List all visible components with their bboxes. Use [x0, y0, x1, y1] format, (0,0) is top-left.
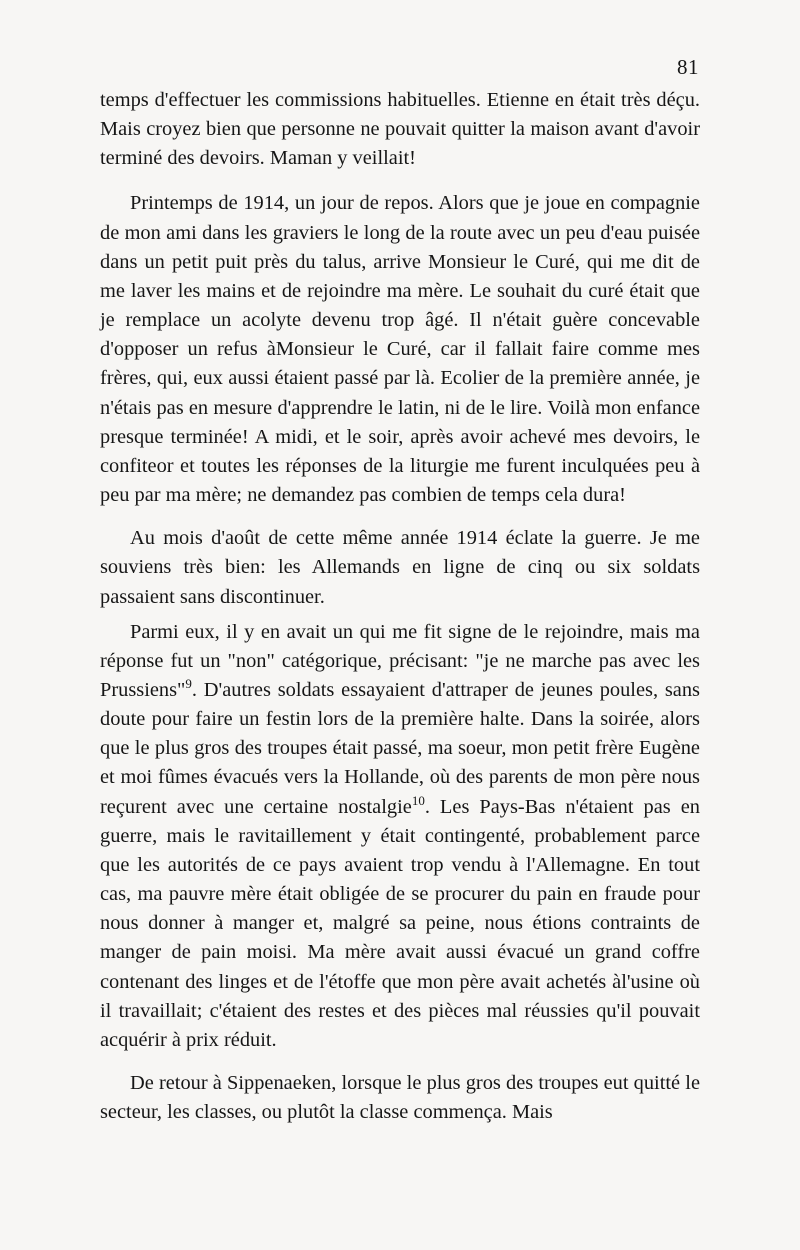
- paragraph-4-part-3: . Les Pays-Bas n'étaient pas en guerre, mais le ravitaillement y était contingenté, probablement parce que les autorités de ce pays avaient trop vendu à l'Allemagne. En tout cas, ma pauvre mère était obligée de se procurer du pain en fraude pour nous donner à manger et, malgré sa peine, nous étions contraints de manger de pain moisi. Ma mère avait aussi évacué un grand coffre contenant des linges et de l'étoffe que mon père avait achetés àl'usine où il travaillait; c'étaient des restes et des pièces mal réussies qu'il pouvait acquérir à prix réduit.: [100, 795, 701, 1051]
- footnote-marker-10: 10: [411, 792, 425, 808]
- paragraph-5: De retour à Sippenaeken, lorsque le plus gros des troupes eut quitté le secteur, les classes, ou plutôt la classe commença. Mais: [100, 1072, 700, 1124]
- paragraph-4-part-1: Parmi eux, il y en avait un qui me fit signe de le rejoindre, mais ma réponse fut un "non" catégorique, précisant: "je ne marche pas avec les Prussiens": [100, 620, 700, 701]
- paragraph-2: Printemps de 1914, un jour de repos. Alors que je joue en compagnie de mon ami dans les graviers le long de la route avec un peu d'eau puisée dans un petit puit près du talus, arrive Monsieur le Curé, qui me dit de me laver les mains et de rejoindre ma mère. Le souhait du curé était que je remplace un acolyte devenu trop âgé. Il n'était guère concevable d'opposer un refus àMonsieur le Curé, car il fallait faire comme mes frères, qui, eux aussi étaient passé par là. Ecolier de la première année, je n'étais pas en mesure d'apprendre le latin, ni de le lire. Voilà mon enfance presque terminée! A midi, et le soir, après avoir achevé mes devoirs, le confiteor et toutes les réponses de la liturgie me furent inculquées peu à peu par ma mère; ne demandez pas combien de temps cela dura!: [100, 192, 700, 507]
- paragraph-4: [100, 618, 700, 1055]
- body-text: [100, 86, 700, 1127]
- page-number: 81: [677, 55, 699, 79]
- paragraph-3: Au mois d'août de cette même année 1914 éclate la guerre. Je me souviens très bien: les Allemands en ligne de cinq ou six soldats passaient sans discontinuer.: [100, 527, 700, 608]
- paragraph-4-part-2: . D'autres soldats essayaient d'attraper de jeunes poules, sans doute pour faire un festin lors de la première halte. Dans la soirée, alors que le plus gros des troupes était passé, ma soeur, mon petit frère Eugène et moi fûmes évacués vers la Hollande, où des parents de mon père nous reçurent avec une certaine nostalgie: [100, 678, 700, 818]
- paragraph-1: temps d'effectuer les commissions habituelles. Etienne en était très déçu. Mais croyez bien que personne ne pouvait quitter la maison avant d'avoir terminé des devoirs. Maman y veillait!: [100, 89, 700, 170]
- footnote-marker-9: 9: [185, 676, 192, 692]
